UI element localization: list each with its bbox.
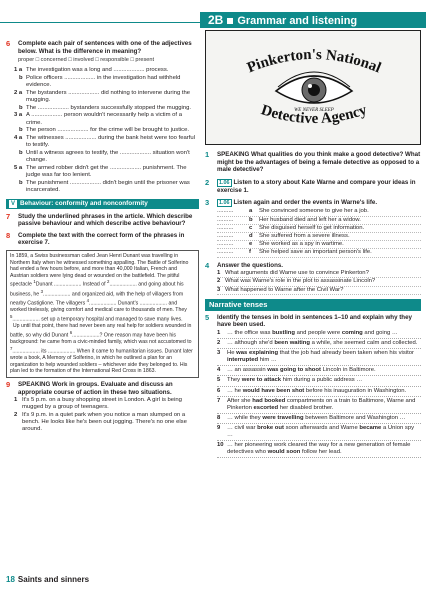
gap-number: 2 — [107, 279, 110, 285]
sentence-text: him during a public address … — [281, 377, 363, 384]
item-text: It's 5 p.m. on a busy shopping street in London. A girl is being mugged by a group of teenagers. — [22, 397, 182, 411]
bold-tense: escorted — [253, 404, 279, 411]
gap-number: 3 — [40, 288, 44, 294]
exercise-4-instruction: 4 Answer the questions. — [205, 260, 284, 270]
exercise-5-sentence — [217, 425, 421, 441]
answer-blank[interactable]: .......... — [217, 208, 234, 215]
gap-text: ...................? One reason may have been his background: he came from a civic-minded family, which was not accustomed to — [10, 332, 192, 346]
item-text: It's 9 p.m. in a quiet park when you notice a man slumped on a bench. He looks like he's been out jogging. There's no one else around. — [22, 411, 187, 432]
bold-tense: bustling — [272, 329, 295, 336]
item-marker: 4 — [217, 367, 221, 374]
exercise-5-number: 5 — [205, 312, 210, 322]
gap-number: 5 — [10, 313, 13, 319]
item-marker: f — [249, 249, 251, 256]
item-text: She worked as a spy in wartime. — [259, 241, 344, 248]
item-text: She helped save an important person's life. — [259, 249, 372, 256]
gap-number: 4 — [86, 298, 90, 304]
sentence-text: a while, she seemed calm and collected. — [310, 340, 418, 347]
sentence-text: … an assassin — [227, 367, 268, 374]
exercise-9-item — [14, 397, 199, 411]
exercise-3-item — [217, 217, 421, 225]
item-marker: 6 — [217, 387, 221, 394]
bold-tense: was going to shoot — [267, 367, 321, 374]
exercise-6-item — [14, 90, 199, 104]
bold-tense: were to attack — [241, 377, 282, 384]
item-marker: 1 — [217, 270, 221, 277]
exercise-1-number: 1 — [205, 150, 210, 159]
answer-blank[interactable]: .......... — [217, 241, 234, 248]
gap-text: ................... and organized aid, with the help of villagers from nearby Castiglione. The villagers — [10, 291, 184, 307]
exercise-4-items — [205, 270, 421, 295]
sentence-text: and going … — [362, 329, 398, 336]
item-marker: 7 — [217, 397, 221, 404]
sentence-text: … although she'd — [227, 340, 275, 347]
item-marker: 9 — [217, 424, 221, 431]
bold-tense: were travelling — [262, 414, 304, 421]
exercise-5-sentence — [217, 377, 421, 386]
item-marker: b — [19, 104, 23, 111]
gap-number: 7 — [10, 345, 13, 351]
item-marker: 2 — [14, 411, 18, 418]
exercise-6-item — [14, 165, 199, 179]
exercise-3-item — [217, 208, 421, 216]
sentence-text: … while they — [227, 414, 263, 421]
answer-blank[interactable]: .......... — [217, 224, 234, 231]
exercise-8-number: 8 — [6, 230, 11, 240]
bold-tense: broke out — [257, 424, 284, 431]
exercise-5-sentence — [217, 340, 421, 349]
sentence-text: that the job had already been taken when his visitor — [278, 350, 414, 357]
bold-tense: coming — [341, 329, 363, 336]
exercise-6-number: 6 — [6, 39, 11, 48]
exercise-9-number: 9 — [6, 379, 11, 389]
unit-code: 2B — [208, 13, 224, 27]
vocabulary-icon: V — [10, 200, 15, 207]
exercise-6-item — [14, 112, 199, 126]
pinkerton-logo-image — [205, 30, 421, 145]
gap-number: 6 — [69, 329, 73, 335]
exercise-7-instruction: 7 Study the underlined phrases in the article. Which describe passive behaviour and which describe active behaviour? — [6, 211, 193, 228]
item-text: The investigation was a long and ................... process. — [26, 67, 169, 74]
sentence-text: a Union spy … — [227, 424, 415, 439]
exercise-3-item — [217, 225, 421, 233]
exercise-1-instruction: 1 SPEAKING What qualities do you think make a good detective? What might be the advantages of being a female detective as opposed to a male detective? — [205, 150, 421, 174]
exercise-4-item — [217, 287, 421, 295]
answer-blank[interactable]: .......... — [217, 249, 234, 256]
sentence-text: follow her lead. — [300, 449, 342, 456]
right-column — [205, 30, 421, 459]
item-marker: 3 a — [14, 112, 23, 119]
logo-top-text: Pinkerton's National — [244, 46, 384, 77]
item-text: The armed robber didn't get the ................... punishment. The judge was far too lenient. — [26, 164, 187, 179]
gap-text: ................... set up a temporary hospital and managed to save many lives. — [12, 316, 183, 323]
audio-track-icon[interactable]: 1.06 — [219, 200, 230, 207]
item-text: The witnesses ................... during the bank heist were too fearful to testify. — [26, 135, 195, 149]
item-text: Police officers ................... in the investigation had withheld evidence. — [26, 74, 181, 89]
section-header — [200, 12, 426, 28]
item-marker: a — [249, 208, 253, 215]
exercise-6-item — [14, 105, 199, 112]
exercise-6-item — [14, 127, 199, 134]
item-marker: 4 a — [14, 135, 23, 142]
item-text: Until a witness agrees to testify, the ................... situation won't change. — [26, 149, 190, 164]
item-marker: 1 — [14, 397, 18, 404]
exercise-9-item — [14, 412, 199, 434]
sentence-text: … civil war — [227, 424, 258, 431]
exercise-5-sentence — [217, 388, 421, 397]
gap-number: 1 — [33, 279, 36, 285]
bold-tense: would soon — [267, 449, 301, 456]
exercise-5-sentence — [217, 415, 421, 424]
item-text: She suffered from a severe illness. — [259, 232, 350, 239]
section-title: Grammar and listening — [237, 15, 358, 27]
item-marker: e — [249, 241, 253, 248]
bold-tense: interrupted — [227, 357, 259, 364]
left-column — [6, 40, 199, 433]
item-text: She convinced someone to give her a job. — [259, 208, 369, 215]
bold-tense: had booked — [252, 397, 286, 404]
exercise-3-item — [217, 241, 421, 249]
sentence-text: … her pioneering work cleared the way for a new generation of female detectives who — [227, 442, 411, 456]
sentence-text: … he — [227, 387, 243, 394]
exercise-6-item — [14, 180, 199, 194]
item-marker: 2 — [217, 278, 221, 285]
logo-motto: WE NEVER SLEEP — [294, 108, 334, 113]
gap-text: ................... Dunant's ................... and worked tirelessly, giving comfort and medical care to thousands of men. They — [10, 300, 187, 314]
exercise-3-instruction: 3 1.06 Listen again and order the events in Warne's life. — [205, 198, 378, 208]
text-paragraph-1: In 1859, a Swiss businessman called Jean Henri Dunant was travelling in Northern Italy when he witnessed something appalling. The Battle of Solferino had ended a few hours before, and more than 40,000 Italian, French and Austrian soldiers were lying dead or wounded on the battlefield. The pitiful spectacle — [10, 253, 189, 289]
vocabulary-bar — [6, 199, 199, 209]
bold-tense: was explaining — [236, 350, 279, 357]
sentence-text: before his inauguration in Washington. — [304, 387, 407, 394]
exercise-4-number: 4 — [205, 260, 210, 270]
item-marker: b — [19, 179, 23, 186]
item-marker: 5 a — [14, 164, 23, 171]
sentence-text: her disabled brother. — [278, 404, 334, 411]
sentence-text: Lincoln in Baltimore. — [320, 367, 376, 374]
exercise-6-item — [14, 135, 199, 149]
exercise-5-sentence — [217, 442, 421, 458]
sentence-text: and people were — [294, 329, 342, 336]
exercise-9-instruction: 9 SPEAKING Work in groups. Evaluate and discuss an appropriate course of action in these two situations. — [6, 379, 173, 396]
item-marker: 2 — [217, 340, 221, 347]
item-marker: 1 — [217, 329, 221, 336]
item-text: The bystanders ................... did nothing to intervene during the mugging. — [26, 89, 191, 103]
bold-tense: would have been shot — [242, 387, 305, 394]
sentence-text: him … — [258, 357, 277, 364]
gap-text: Dunant ................... Instead of — [35, 282, 106, 289]
exercise-6-items — [6, 67, 199, 194]
exercise-5-sentence — [217, 350, 421, 366]
exercise-5-sentence — [217, 330, 421, 339]
item-marker: 1 a — [14, 67, 23, 74]
vocabulary-title: Behaviour: conformity and nonconformity — [20, 199, 148, 207]
exercise-3-items — [205, 208, 421, 257]
item-text: She disguised herself to get information. — [259, 224, 365, 231]
item-marker: 3 — [217, 286, 221, 293]
exercise-6-word-list: proper □ concerned □ involved □ responsible □ present — [18, 57, 155, 64]
sentence-text: soon afterwards and Warne — [283, 424, 360, 431]
exercise-7-number: 7 — [6, 211, 11, 221]
logo-bottom-text: Detective Agency — [259, 102, 369, 128]
item-marker: c — [249, 224, 253, 231]
item-marker: d — [249, 232, 253, 239]
item-text: The person ................... for the crime will be brought to justice. — [26, 127, 190, 134]
bold-tense: been waiting — [274, 340, 310, 347]
exercise-5-sentence — [217, 398, 421, 414]
item-text: What arguments did Warne use to convince Pinkerton? — [225, 270, 369, 277]
exercise-6-instruction: 6 Complete each pair of sentences with one of the adjectives below. What is the difference in meaning? — [6, 39, 192, 55]
exercise-3-item — [217, 233, 421, 241]
item-marker: 5 — [217, 377, 221, 384]
item-marker: 10 — [217, 442, 224, 449]
gap-fill-text — [6, 250, 199, 378]
exercise-8-instruction: 8 Complete the text with the correct form of the phrases in exercise 7. — [6, 230, 185, 247]
page-footer — [6, 575, 89, 584]
exercise-2-instruction: 2 1.06 Listen to a story about Kate Warne and compare your ideas in exercise 1. — [205, 177, 416, 194]
exercise-5-items — [205, 330, 421, 458]
exercise-6-item — [14, 150, 199, 164]
sentence-text: between Baltimore and Washington … — [303, 414, 406, 421]
answer-blank[interactable]: .......... — [217, 216, 234, 223]
item-marker: 8 — [217, 414, 221, 421]
item-text: What happened to Warne after the Civil War? — [225, 286, 344, 293]
bold-tense: became — [359, 424, 382, 431]
item-text: The punishment ................... didn't begin until the prisoner was incarcerated. — [26, 179, 190, 193]
exercise-5-sentence — [217, 367, 421, 376]
logo-drawing — [206, 31, 421, 145]
item-marker: b — [249, 216, 253, 223]
item-marker: 2 a — [14, 89, 23, 96]
text-paragraph-2: Up until that point, there had never been any real help for soldiers wounded in battle, so why did Dunant — [10, 323, 192, 339]
exercise-4-item — [217, 270, 421, 278]
exercise-3-item — [217, 249, 421, 257]
exercise-2-number: 2 — [205, 177, 210, 187]
item-marker: b — [19, 127, 23, 134]
answer-blank[interactable]: .......... — [217, 232, 234, 239]
unit-name: Saints and sinners — [17, 575, 90, 584]
gap-text: ................... its ................... When it came to humanitarian issues. Dunant later wrote a book, A Memory of Solferino, in which he outlined a plan for an organization to help wounded soldiers – whichever side they belonged to. His plan led to the formation of the International Red Cross in 1863. — [10, 348, 193, 375]
item-text: What was Warne's role in the plot to assassinate Lincoln? — [225, 278, 376, 285]
item-marker: b — [19, 149, 23, 156]
narrative-tenses-bar: Narrative tenses — [205, 299, 421, 311]
item-text: The ................... bystanders successfully stopped the mugging. — [26, 104, 192, 111]
exercise-6-item — [14, 75, 199, 89]
item-marker: b — [19, 74, 23, 81]
exercise-6-item — [14, 67, 199, 74]
exercise-9-items — [6, 397, 199, 433]
page-number: 18 — [6, 575, 15, 584]
exercise-3-number: 3 — [205, 198, 210, 208]
item-text: Her husband died and left her a widow. — [259, 216, 361, 223]
audio-track-icon[interactable]: 1.06 — [219, 179, 230, 186]
sentence-text: He — [227, 350, 237, 357]
sentence-text: They — [227, 377, 242, 384]
item-text: A ................... person wouldn't necessarily help a victim of a crime. — [26, 112, 182, 126]
exercise-4-item — [217, 278, 421, 286]
exercise-5-instruction: 5 Identify the tenses in bold in sentences 1–10 and explain why they have been used. — [205, 312, 412, 329]
item-marker: 3 — [217, 350, 221, 357]
gap-text: ................... and going about his business, he — [10, 282, 184, 298]
square-bullet-icon — [227, 18, 233, 24]
sentence-text: compartments on a train to Baltimore, Warne and Pinkerton — [227, 397, 416, 411]
sentence-text: … the office was — [227, 329, 273, 336]
sentence-text: After she — [227, 397, 253, 404]
